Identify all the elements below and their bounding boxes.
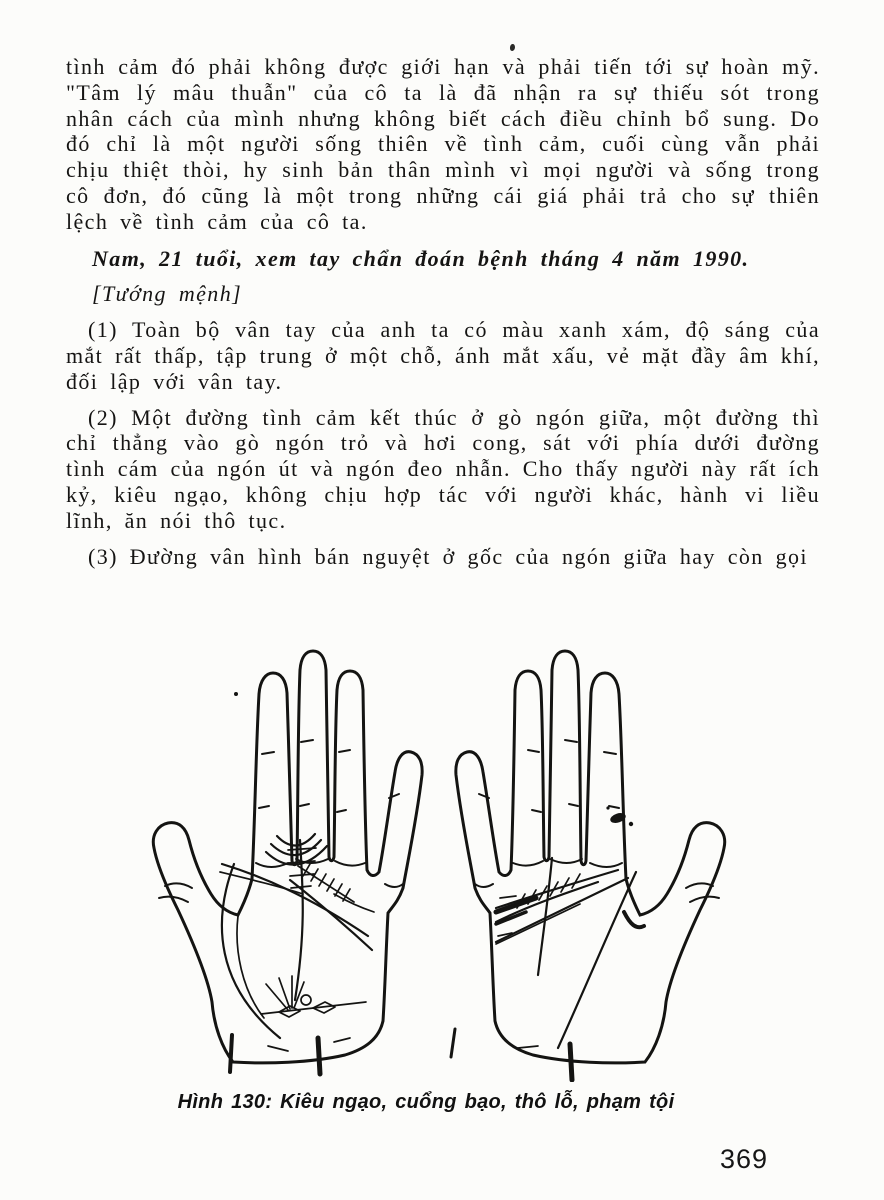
body-text — [66, 54, 820, 569]
paragraph-continued: tình cảm đó phải không được giới hạn và phải tiến tới sự hoàn mỹ. "Tâm lý mâu thuẫn" của cô ta là đã nhận ra sự thiếu sót trong nhân cách của mình nhưng không biết cách điều chỉnh bổ sung. Do đó chỉ là một người sống thiên về tình cảm, cuối cùng vẫn phải chịu thiệt thòi, hy sinh bản thân mình vì mọi người và sống trong cô đơn, đó cũng là một trong những cái giá phải trả cho sự thiên lệch về tình cảm của cô ta. — [66, 54, 820, 234]
observation-3: (3) Đường vân hình bán nguyệt ở gốc của ngón giữa hay còn gọi — [88, 543, 808, 569]
figure-caption: Hình 130: Kiêu ngạo, cuổng bạo, thô lỗ, phạm tội — [177, 1091, 675, 1113]
observation-1: (1) Toàn bộ vân tay của anh ta có màu xanh xám, độ sáng của mắt rất thấp, tập trung ở một chỗ, ánh mắt xấu, vẻ mặt đầy âm khí, đối lập với vân tay. — [66, 317, 820, 394]
observation-2: (2) Một đường tình cảm kết thúc ở gò ngón giữa, một đường thì chỉ thẳng vào gò ngón trỏ và hơi cong, sát với phía dưới đường tình cám của ngón út và ngón đeo nhẫn. Cho thấy người này rất ích kỷ, kiêu ngạo, không chịu hợp tác với người khác, hành vi liều lĩnh, ăn nói thô tục. — [66, 404, 820, 533]
section-label: [Tướng mệnh] — [92, 281, 243, 307]
ink-speck — [509, 43, 516, 51]
left-hand — [153, 651, 422, 1074]
case-heading: Nam, 21 tuổi, xem tay chẩn đoán bệnh tháng 4 năm 1990. — [92, 245, 750, 271]
page-number: 369 — [720, 1144, 769, 1174]
palm-illustration-icon — [128, 646, 758, 1082]
right-hand — [451, 651, 725, 1080]
figure-hands — [128, 646, 758, 1082]
